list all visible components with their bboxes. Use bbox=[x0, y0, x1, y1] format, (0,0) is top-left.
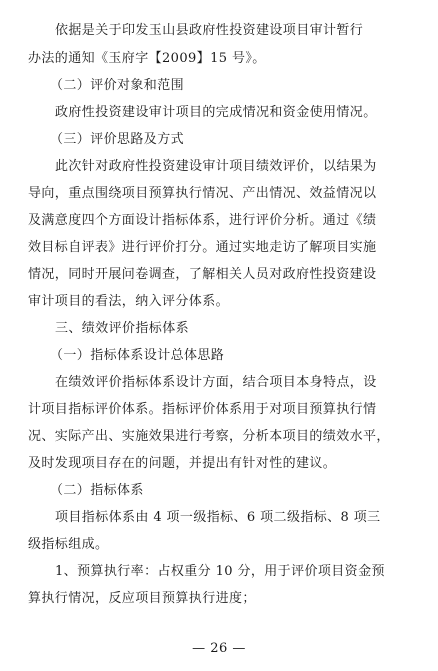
section-heading: （一）指标体系设计总体思路 bbox=[50, 348, 225, 363]
section-heading: （二）指标体系 bbox=[50, 483, 144, 498]
paragraph-line: 办法的通知《玉府字【2009】15 号》。 bbox=[28, 51, 266, 66]
paragraph-line: 算执行情况，反应项目预算执行进度； bbox=[28, 591, 256, 606]
paragraph-line: 况、实际产出、实施效果进行考察，分析本项目的绩效水平， bbox=[28, 429, 390, 444]
chapter-heading: 三、绩效评价指标体系 bbox=[55, 321, 190, 336]
paragraph-line: 级指标组成。 bbox=[28, 537, 109, 552]
paragraph-line: 情况，同时开展问卷调查，了解相关人员对政府性投资建设 bbox=[28, 267, 377, 282]
section-heading: （三）评价思路及方式 bbox=[50, 132, 185, 147]
paragraph-line: 导向，重点围绕项目预算执行情况、产出情况、效益情况以 bbox=[28, 186, 377, 201]
paragraph-line: 效目标自评表》进行评价打分。通过实地走访了解项目实施 bbox=[28, 240, 377, 255]
paragraph-line: 政府性投资建设审计项目的完成情况和资金使用情况。 bbox=[55, 105, 377, 120]
paragraph-line: 1、预算执行率：占权重分 10 分，用于评价项目资金预 bbox=[55, 564, 385, 579]
section-heading: （二）评价对象和范围 bbox=[50, 78, 185, 93]
paragraph-line: 及满意度四个方面设计指标体系，进行评价分析。通过《绩 bbox=[28, 213, 377, 228]
paragraph-line: 依据是关于印发玉山县政府性投资建设项目审计暂行 bbox=[55, 23, 364, 38]
paragraph-line: 审计项目的看法，纳入评分体系。 bbox=[28, 294, 230, 309]
paragraph-line: 计项目指标评价体系。指标评价体系用于对项目预算执行情 bbox=[28, 402, 377, 417]
paragraph-line: 此次针对政府性投资建设审计项目绩效评价，以结果为 bbox=[55, 159, 377, 174]
paragraph-line: 及时发现项目存在的问题，并提出有针对性的建议。 bbox=[28, 456, 337, 471]
page-number: — 26 — bbox=[192, 641, 246, 656]
paragraph-line: 项目指标体系由 4 项一级指标、6 项二级指标、8 项三 bbox=[55, 510, 381, 525]
paragraph-line: 在绩效评价指标体系设计方面，结合项目本身特点，设 bbox=[55, 375, 377, 390]
